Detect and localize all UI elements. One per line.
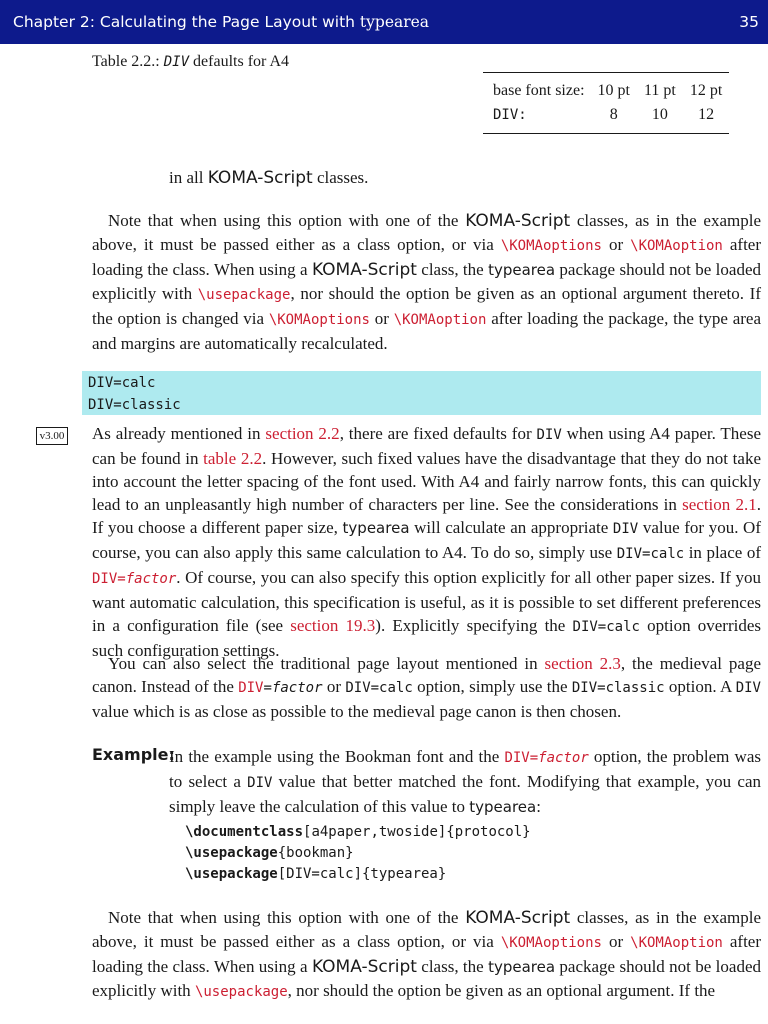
package-name: typearea xyxy=(359,13,430,31)
running-header xyxy=(0,0,768,44)
paragraph-note-1: Note that when using this option with one of the KOMA-Script classes, as in the example above, it must be passed either as a class option, or via \KOMAoptions or \KOMAoption after loading the class. When using a KOMA-Script class, the typearea package should not be loaded explicitly with \usepackage, nor should the option be given as an optional argument thereto. If the option is changed via \KOMAoptions or \KOMAoption after loading the package, the type area and margins are automatically recalculated. xyxy=(92,211,761,353)
komaoptions-link[interactable]: \KOMAoptions xyxy=(500,935,602,951)
komaoption-link[interactable]: \KOMAoption xyxy=(393,312,487,328)
section-link[interactable]: section 19.3 xyxy=(290,616,376,635)
div-defaults-table xyxy=(483,72,729,134)
table-cell: 12 pt xyxy=(683,73,729,104)
table-cell: DIV: xyxy=(483,103,591,134)
table-link[interactable]: table 2.2 xyxy=(203,449,263,468)
version-badge: v3.00 xyxy=(36,427,68,445)
example-label: Example: xyxy=(92,745,175,764)
table-caption: Table 2.2.: DIV defaults for A4 xyxy=(92,53,290,70)
table-row xyxy=(483,103,729,134)
paragraph-note-2: Note that when using this option with one of the KOMA-Script classes, as in the example above, it must be passed either as a class option, or via \KOMAoptions or \KOMAoption after loading the class. When using a KOMA-Script class, the typearea package should not be loaded explicitly with \usepackage, nor should the option be given as an optional argument. If the xyxy=(92,908,761,1000)
option-heading-box xyxy=(82,371,761,415)
section-link[interactable]: section 2.1 xyxy=(682,495,757,514)
table-cell: 10 xyxy=(637,103,683,134)
paragraph-continuation: in all KOMA-Script classes. xyxy=(169,168,369,188)
code-listing xyxy=(185,822,531,885)
div-factor-link[interactable]: DIV=factor xyxy=(504,750,589,766)
paragraph-div-calc: As already mentioned in section 2.2, there are fixed defaults for DIV when using A4 paper. These can be found in table 2.2. However, such fixed values have the disadvantage that they do not take into account the letter spacing of the font used. With A4 and fairly narrow fonts, this can quickly lead to an unpleasantly high number of characters per line. See the considerations in section 2.1. If you choose a different paper size, typearea will calculate an appropriate DIV value for you. Of course, you can also apply this same calculation to A4. To do so, simply use DIV=calc in place of DIV=factor. Of course, you can also specify this option explicitly for all other paper sizes. If you want automatic calculation, this specification is useful, as it is possible to set different preferences in a configuration file (see section 19.3). Explicitly specifying the DIV=calc option overrides such configuration settings. xyxy=(92,424,762,660)
table-cell: 8 xyxy=(591,103,637,134)
table-cell: 10 pt xyxy=(591,73,637,104)
chapter-title: Chapter 2: Calculating the Page Layout with typearea xyxy=(13,13,430,31)
table-cell: 12 xyxy=(683,103,729,134)
table-cell: 11 pt xyxy=(637,73,683,104)
option-div-calc: DIV=calc xyxy=(88,375,156,391)
page-number: 35 xyxy=(739,13,759,31)
div-factor-link[interactable]: DIV xyxy=(238,680,264,696)
table-cell: base font size: xyxy=(483,73,591,104)
komaoption-link[interactable]: \KOMAoption xyxy=(630,238,723,254)
table-row xyxy=(483,73,729,104)
paragraph-div-classic: You can also select the traditional page layout mentioned in section 2.3, the medieval page canon. Instead of the DIV=factor or DIV=calc option, simply use the DIV=classic option. A DIV value which is as close as possible to the medieval page canon is then chosen. xyxy=(92,654,761,721)
code-line: \usepackage[DIV=calc]{typearea} xyxy=(185,866,447,882)
code-line: \usepackage{bookman} xyxy=(185,845,354,861)
komaoptions-link[interactable]: \KOMAoptions xyxy=(500,238,602,254)
code-line: \documentclass[a4paper,twoside]{protocol} xyxy=(185,824,531,840)
div-factor-link[interactable]: DIV=factor xyxy=(92,571,177,587)
usepackage-link[interactable]: \usepackage xyxy=(194,984,288,1000)
section-link[interactable]: section 2.2 xyxy=(265,424,340,443)
usepackage-link[interactable]: \usepackage xyxy=(197,287,291,303)
komaoptions-link[interactable]: \KOMAoptions xyxy=(268,312,370,328)
komaoption-link[interactable]: \KOMAoption xyxy=(630,935,723,951)
section-link[interactable]: section 2.3 xyxy=(544,654,621,673)
option-div-classic: DIV=classic xyxy=(88,397,181,413)
example-text: In the example using the Bookman font and the DIV=factor option, the problem was to select a DIV value that better matched the font. Modifying that example, you can simply leave the calculation of this value to typearea: xyxy=(169,747,761,816)
